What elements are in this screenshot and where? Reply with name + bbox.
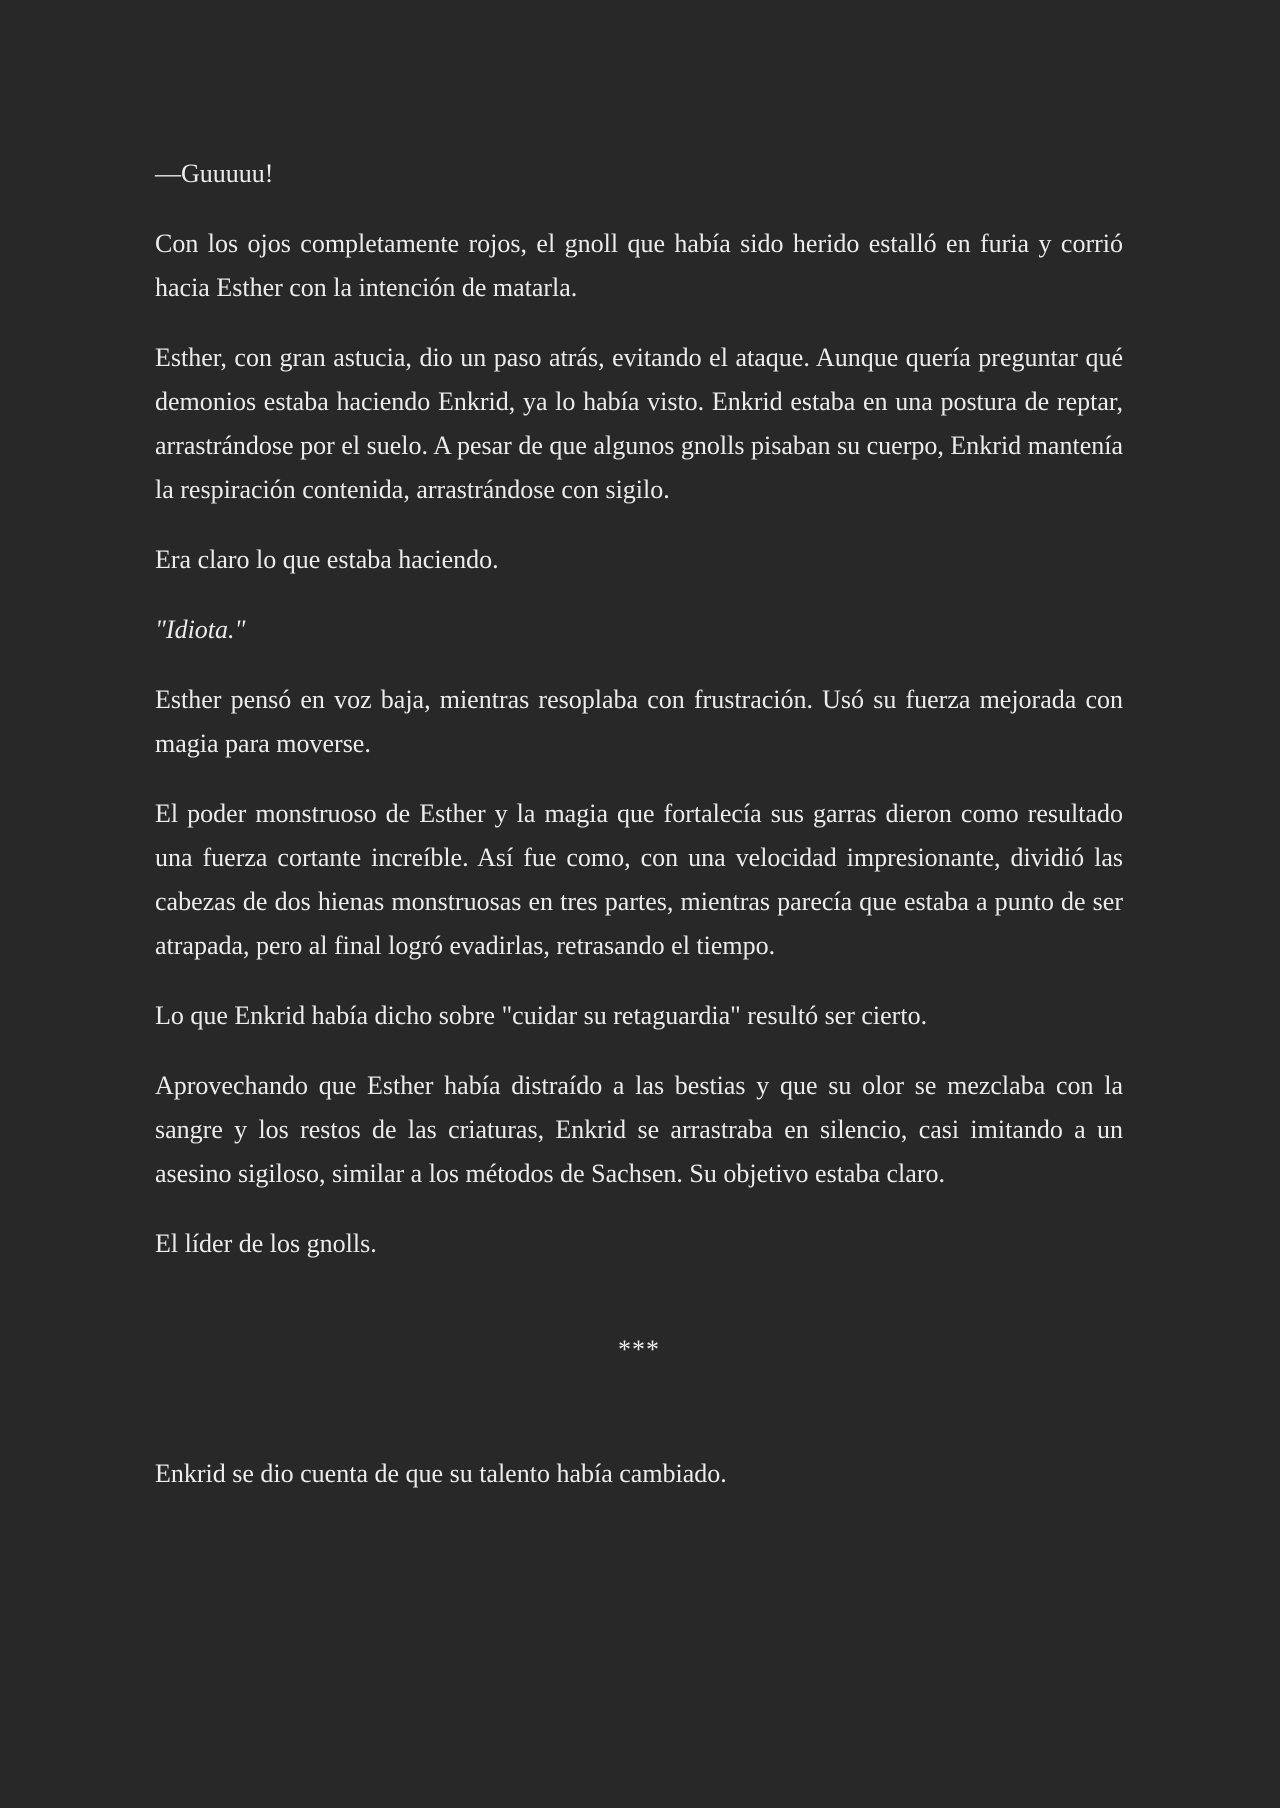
paragraph: —Guuuuu! xyxy=(155,159,274,188)
paragraph: Aprovechando que Esther había distraído a las bestias y que su olor se mezclaba con la sangre y los restos de las criaturas, Enkrid se arrastraba en silencio, casi imitando a un asesino sigiloso, similar a los métodos de Sachsen. Su objetivo estaba claro. xyxy=(155,1071,1123,1188)
paragraph: Era claro lo que estaba haciendo. xyxy=(155,545,499,574)
paragraph: Esther, con gran astucia, dio un paso atrás, evitando el ataque. Aunque quería preguntar qué demonios estaba haciendo Enkrid, ya lo había visto. Enkrid estaba en una postura de reptar, arrastrándose por el suelo. A pesar de que algunos gnolls pisaban su cuerpo, Enkrid mantenía la respiración contenida, arrastrándose con sigilo. xyxy=(155,343,1123,504)
paragraph: Con los ojos completamente rojos, el gnoll que había sido herido estalló en furia y corrió hacia Esther con la intención de matarla. xyxy=(155,229,1123,302)
paragraph: Esther pensó en voz baja, mientras resoplaba con frustración. Usó su fuerza mejorada con magia para moverse. xyxy=(155,685,1123,758)
document-body xyxy=(155,152,1123,1522)
closing-paragraph: Enkrid se dio cuenta de que su talento había cambiado. xyxy=(155,1459,727,1488)
italic-thought: "Idiota." xyxy=(155,615,246,644)
paragraph: Lo que Enkrid había dicho sobre "cuidar su retaguardia" resultó ser cierto. xyxy=(155,1001,928,1030)
paragraph: El líder de los gnolls. xyxy=(155,1229,377,1258)
scene-separator: *** xyxy=(618,1335,660,1364)
paragraph: El poder monstruoso de Esther y la magia que fortalecía sus garras dieron como resultado una fuerza cortante increíble. Así fue como, con una velocidad impresionante, dividió las cabezas de dos hienas monstruosas en tres partes, mientras parecía que estaba a punto de ser atrapada, pero al final logró evadirlas, retrasando el tiempo. xyxy=(155,799,1123,960)
